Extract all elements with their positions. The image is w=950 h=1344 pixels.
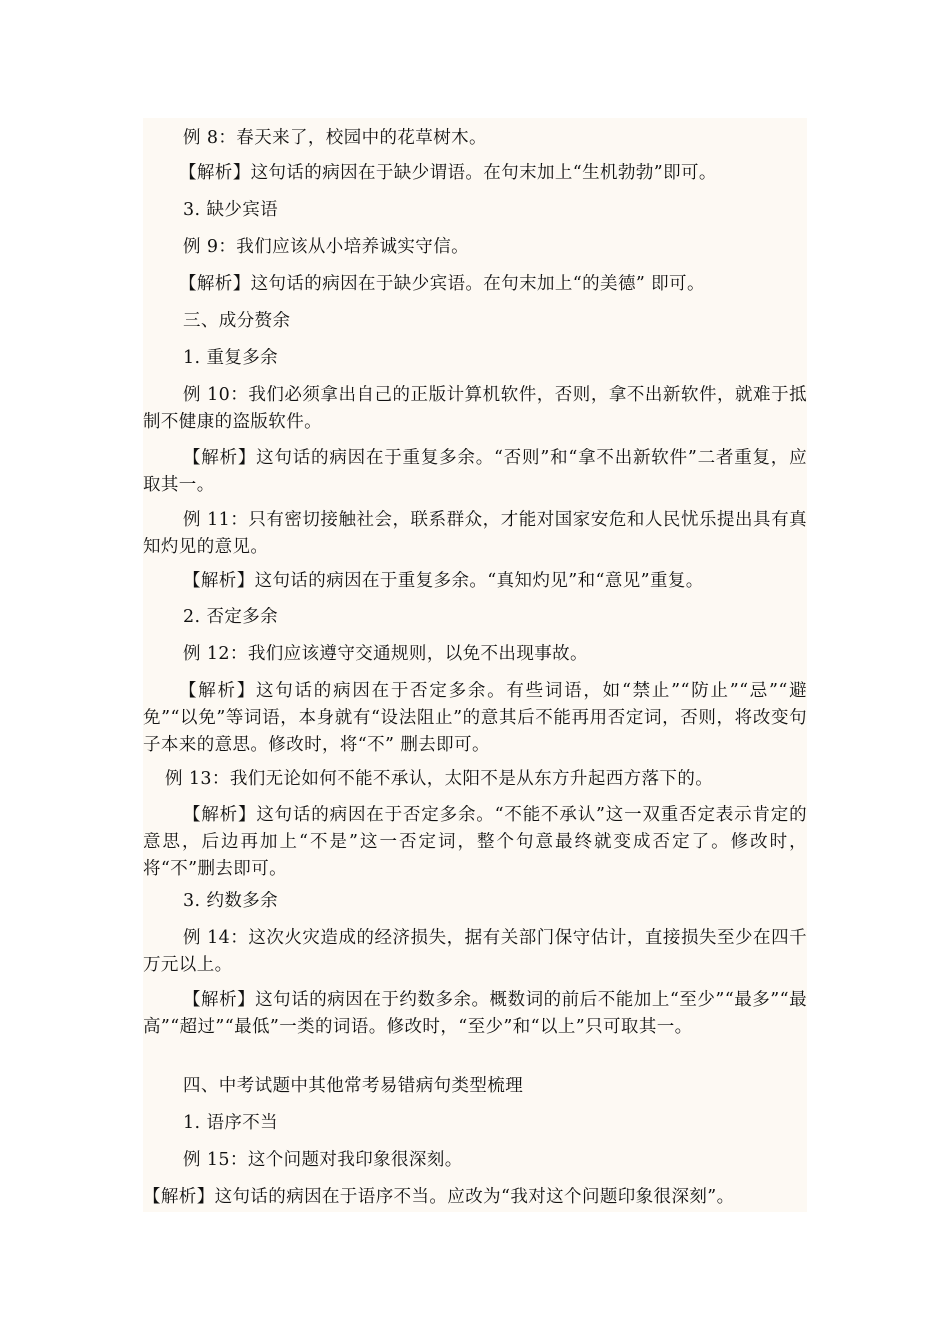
section-heading-3: 三、成分赘余: [183, 311, 291, 331]
example-10: 例 10：我们必须拿出自己的正版计算机软件，否则，拿不出新软件，就难于抵制不健康的盗版软件。: [143, 385, 807, 432]
analysis-12: 【解析】这句话的病因在于否定多余。有些词语，如“禁止”“防止”“忌”“避免”“以免”等词语，本身就有“设法阻止”的意其后不能再用否定词，否则，将改变句子本来的意思。修改时，将“不” 删去即可。: [143, 681, 807, 755]
heading-missing-object: 3. 缺少宾语: [183, 200, 279, 220]
example-14: 例 14：这次火灾造成的经济损失，据有关部门保守估计，直接损失至少在四千万元以上。: [143, 928, 807, 975]
analysis-15: 【解析】这句话的病因在于语序不当。应改为“我对这个问题印象很深刻”。: [143, 1187, 735, 1207]
example-8: 例 8：春天来了，校园中的花草树木。: [183, 128, 487, 148]
analysis-14: 【解析】这句话的病因在于约数多余。概数词的前后不能加上“至少”“最多”“最高”“超过”“最低”一类的词语。修改时，“至少”和“以上”只可取其一。: [143, 990, 807, 1037]
example-15: 例 15：这个问题对我印象很深刻。: [183, 1150, 463, 1170]
example-11: 例 11：只有密切接触社会，联系群众，才能对国家安危和人民忧乐提出具有真知灼见的意见。: [143, 510, 807, 557]
heading-word-order: 1. 语序不当: [183, 1113, 279, 1133]
heading-negation: 2. 否定多余: [183, 607, 279, 627]
analysis-11: 【解析】这句话的病因在于重复多余。“真知灼见”和“意见”重复。: [183, 571, 704, 591]
heading-repetition: 1. 重复多余: [183, 348, 279, 368]
example-9: 例 9：我们应该从小培养诚实守信。: [183, 237, 469, 257]
example-13: 例 13：我们无论如何不能不承认，太阳不是从东方升起西方落下的。: [165, 769, 714, 789]
example-12: 例 12：我们应该遵守交通规则，以免不出现事故。: [183, 644, 588, 664]
analysis-9: 【解析】这句话的病因在于缺少宾语。在句末加上“的美德” 即可。: [179, 274, 705, 294]
heading-approximation: 3. 约数多余: [183, 891, 279, 911]
analysis-8: 【解析】这句话的病因在于缺少谓语。在句末加上“生机勃勃”即可。: [179, 163, 717, 183]
analysis-10: 【解析】这句话的病因在于重复多余。“否则”和“拿不出新软件”二者重复，应取其一。: [143, 448, 807, 495]
section-heading-4: 四、中考试题中其他常考易错病句类型梳理: [183, 1076, 524, 1096]
analysis-13: 【解析】这句话的病因在于否定多余。“不能不承认”这一双重否定表示肯定的意思，后边再加上“不是”这一否定词，整个句意最终就变成否定了。修改时，将“不”删去即可。: [143, 805, 807, 879]
